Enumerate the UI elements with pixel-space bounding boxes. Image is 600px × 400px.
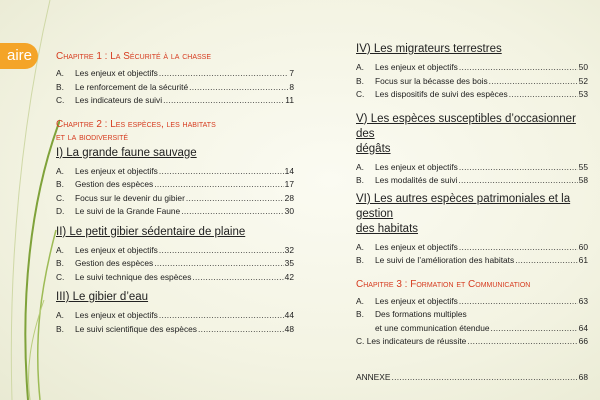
toc-entry[interactable]: A. Les enjeux et objectifs ..... 50: [356, 61, 588, 75]
toc-entry[interactable]: A. Les enjeux et objectifs ..... 60: [356, 241, 588, 255]
toc-entry[interactable]: A. Les enjeux et objectifs ..... 55: [356, 161, 588, 175]
toc-entry[interactable]: B. Focus sur la bécasse des bois ..... 52: [356, 75, 588, 89]
section-3-title: III) Le gibier d’eau: [56, 291, 149, 303]
toc-entry[interactable]: C. Les indicateurs de réussite ..... 66: [356, 335, 588, 349]
toc-entry-annexe[interactable]: ANNEXE ..... 68: [356, 371, 588, 385]
section-2-title: II) Le petit gibier sédentaire de plaine: [56, 225, 246, 238]
section-4-title: IV) Les migrateurs terrestres: [356, 43, 502, 55]
toc-entry[interactable]: B. Le suivi scientifique des espèces ..... 48: [56, 323, 294, 337]
toc-entry[interactable]: B. Gestion des espèces ..... 35: [56, 257, 294, 271]
sommaire-tab-label: aire: [6, 47, 32, 64]
toc-entry[interactable]: A. Les enjeux et objectifs ..... 63: [356, 295, 588, 309]
toc-entry[interactable]: B. Gestion des espèces ..... 17: [56, 178, 294, 192]
toc-entry[interactable]: C. Les indicateurs de suivi ..... 11: [56, 94, 294, 108]
toc-entry-continuation[interactable]: et une communication étendue ..... 64: [356, 322, 588, 336]
toc-entry[interactable]: A. Les enjeux et objectifs ..... 7: [56, 67, 294, 81]
chapter-3-title: Chapitre 3 : Formation et Communication: [356, 278, 531, 290]
toc-entry[interactable]: B. Le suivi de l’amélioration des habitats ..... 61: [356, 254, 588, 268]
toc-entry[interactable]: A. Les enjeux et objectifs ..... 14: [56, 165, 294, 179]
toc-entry[interactable]: C. Le suivi technique des espèces ..... 42: [56, 271, 294, 285]
toc-entry[interactable]: A. Les enjeux et objectifs ..... 44: [56, 309, 294, 323]
toc-entry[interactable]: B. Des formations multiples: [356, 309, 467, 319]
toc-entry[interactable]: C. Focus sur le devenir du gibier ..... 28: [56, 192, 294, 206]
toc-entry[interactable]: C. Les dispositifs de suivi des espèces ..... 53: [356, 88, 588, 102]
toc-left-column: [56, 50, 294, 336]
chapter-1-title: Chapitre 1 : La Sécurité à la chasse: [56, 51, 211, 62]
section-5-title: V) Les espèces susceptibles d’occasionner des dégâts: [356, 112, 576, 155]
chapter-2-title: Chapitre 2 : Les espèces, les habitats et la biodiversité: [56, 118, 216, 143]
section-1-title: I) La grande faune sauvage: [56, 146, 197, 159]
toc-entry[interactable]: B. Les modalités de suivi ..... 58: [356, 174, 588, 188]
toc-right-column: [356, 42, 588, 384]
toc-entry[interactable]: A. Les enjeux et objectifs ..... 32: [56, 244, 294, 258]
section-6-title: VI) Les autres espèces patrimoniales et la gestion des habitats: [356, 192, 571, 235]
sommaire-tab: [0, 43, 38, 69]
toc-entry[interactable]: D. Le suivi de la Grande Faune ..... 30: [56, 205, 294, 219]
toc-entry[interactable]: B. Le renforcement de la sécurité ..... 8: [56, 81, 294, 95]
